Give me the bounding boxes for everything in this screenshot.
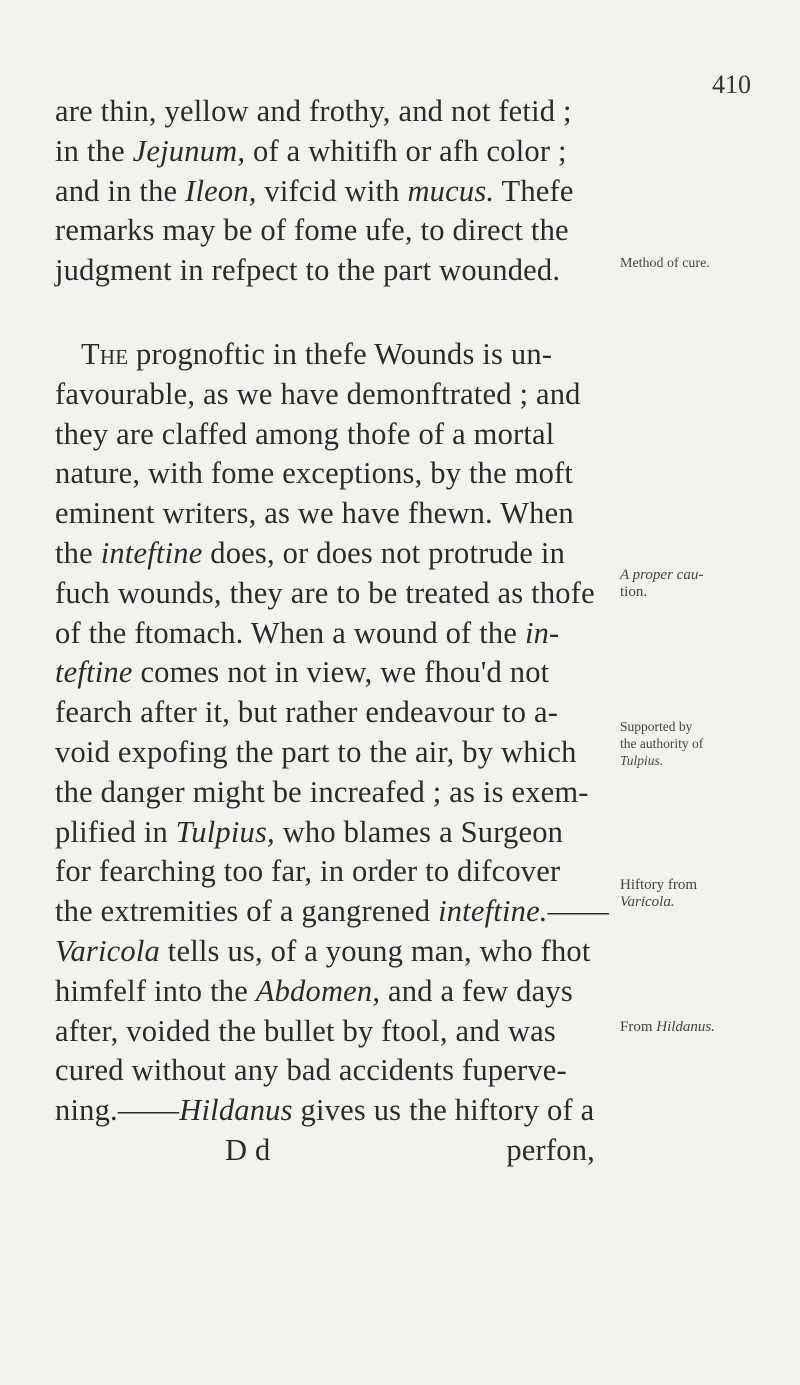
text-line [55,172,655,212]
text-run: for fearching too far, in order to difcover [55,854,561,889]
paragraph-1 [55,92,655,291]
text-line [55,1091,655,1131]
text-run: the [55,535,101,570]
text-line [55,454,655,494]
catchword: perfon, [506,1132,595,1167]
italic-term: in- [524,615,560,650]
italic-term: inteftine [100,535,203,570]
text-line [55,132,655,172]
paragraph-lead-word: The [81,336,129,371]
text-line [55,534,655,574]
text-run: nature, with fome exceptions, by the moft [55,456,574,491]
italic-term: Tulpius, [175,814,275,849]
signature-mark: D d [225,1132,271,1167]
margin-note-history: Hiftory from Varicola. [620,877,698,910]
margin-note-caution: A proper cau- tion. [620,567,704,600]
text-run: and in the [55,173,186,208]
text-line [55,932,655,972]
text-line [55,614,655,654]
text-line [55,211,655,251]
text-run: ning.—— [55,1093,180,1128]
text-line [55,375,655,415]
text-line [55,1012,655,1052]
text-line [55,653,655,693]
text-line [55,494,655,534]
text-run: are thin, yellow and frothy, and not fetid ; [55,94,572,128]
main-text [55,92,655,1171]
italic-term: Ileon, [185,173,257,208]
text-line [55,852,655,892]
text-run: fuch wounds, they are to be treated as thofe [55,575,595,610]
text-run: they are claffed among thofe of a mortal [55,416,555,451]
text-line [55,972,655,1012]
text-line [55,773,655,813]
paragraph-2-first-line [55,335,655,375]
italic-term: mucus. [407,173,495,208]
text-run: himfelf into the [55,973,256,1008]
text-line [55,415,655,455]
text-run: of the ftomach. When a wound of the [55,615,525,650]
text-run: comes not in view, we fhou'd not [132,655,550,690]
italic-term: Hildanus [179,1093,293,1128]
page-number: 410 [712,70,751,99]
text-run: and a few days [380,973,573,1008]
text-run: after, voided the bullet by ftool, and was [55,1013,556,1048]
text-run: favourable, as we have demonftrated ; and [55,376,581,411]
italic-term: Varicola [55,933,160,968]
text-run: tells us, of a young man, who fhot [159,933,591,968]
text-run: —— [547,894,610,929]
text-line [55,251,655,291]
text-run: does, or does not protrude in [202,535,566,570]
text-run: plified in [55,814,176,849]
text-run: cured without any bad accidents fuperve- [55,1053,567,1088]
text-run: in the [55,133,133,168]
italic-term: Jejunum, [132,133,246,168]
text-run: vifcid with [256,173,408,208]
italic-term: inteftine. [438,894,548,929]
text-run: eminent writers, as we have fhewn. When [55,496,574,531]
paragraph-gap [55,291,655,335]
text-line [55,813,655,853]
text-run: the extremities of a gangrened [55,894,439,929]
text-run: judgment in refpect to the part wounded. [55,253,561,288]
paragraph-2 [55,375,655,1131]
italic-term: teftine [55,655,133,690]
paragraph-2-first-text: prognoftic in thefe Wounds is un- [128,336,553,371]
text-run: remarks may be of fome ufe, to direct the [55,213,569,248]
text-run: fearch after it, but rather endeavour to a- [55,695,559,730]
italic-term: Abdomen, [255,973,381,1008]
text-run: of a whitifh or afh color ; [245,133,567,168]
text-line [55,733,655,773]
margin-note-method: Method of cure. [620,256,710,271]
text-line [55,92,655,132]
margin-note-supported: Supported by the authority of Tulpius. [620,719,704,768]
text-run: the danger might be increafed ; as is exem- [55,774,589,809]
text-run: who blames a Surgeon [274,814,564,849]
margin-note-from: From Hildanus. [620,1019,716,1035]
text-run: Thefe [494,173,574,208]
text-line [55,693,655,733]
text-line [55,574,655,614]
page-footer-line [55,1131,615,1171]
text-line [55,1051,655,1091]
text-run: void expofing the part to the air, by which [55,734,577,769]
text-run: gives us the hiftory of a [292,1093,595,1128]
text-line [55,892,655,932]
